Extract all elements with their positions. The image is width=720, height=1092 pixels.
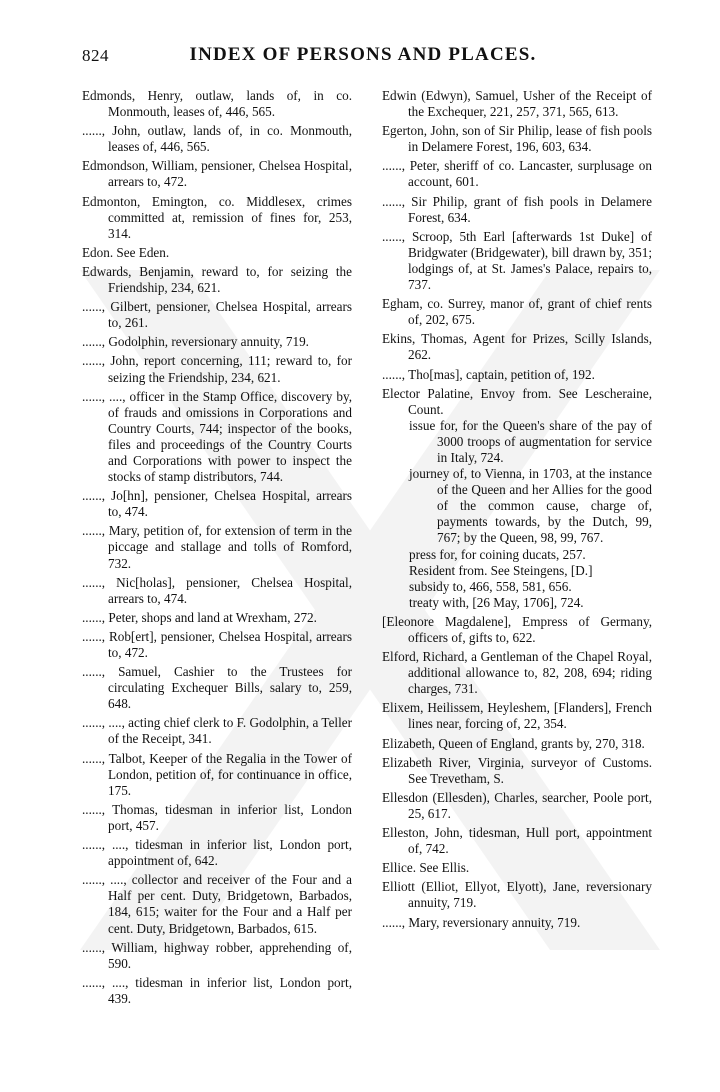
index-entry: ......, Samuel, Cashier to the Trustees for circulating Exchequer Bills, salary to, 259, 648. bbox=[82, 664, 352, 712]
index-entry: ......, Peter, sheriff of co. Lancaster, surplusage on account, 601. bbox=[382, 158, 652, 190]
index-entry: [Eleonore Magdalene], Empress of Germany, officers of, gifts to, 622. bbox=[382, 613, 652, 645]
index-entry: Edon. See Eden. bbox=[82, 244, 170, 260]
index-entry: ......, John, report concerning, 111; reward to, for seizing the Friendship, 234, 621. bbox=[82, 353, 352, 385]
index-entry: ......, Sir Philip, grant of fish pools in Delamere Forest, 634. bbox=[382, 193, 652, 225]
index-entry: Edwards, Benjamin, reward to, for seizing the Friendship, 234, 621. bbox=[82, 263, 352, 296]
running-title: INDEX OF PERSONS AND PLACES. bbox=[189, 44, 537, 65]
index-entry: Ekins, Thomas, Agent for Prizes, Scilly Islands, 262. bbox=[382, 331, 652, 363]
index-entry: ......, John, outlaw, lands of, in co. Monmouth, leases of, 446, 565. bbox=[82, 123, 352, 155]
index-entry: ......, Nic[holas], pensioner, Chelsea Hospital, arrears to, 474. bbox=[82, 574, 352, 606]
index-entry: ......, Rob[ert], pensioner, Chelsea Hospital, arrears to, 472. bbox=[82, 628, 352, 660]
index-entry: Egham, co. Surrey, manor of, grant of chief rents of, 202, 675. bbox=[382, 296, 652, 328]
index-entry: ......, ...., tidesman in inferior list, London port, appointment of, 642. bbox=[82, 837, 352, 869]
index-entry: ......, Thomas, tidesman in inferior list, London port, 457. bbox=[82, 801, 352, 833]
index-entry: Elliott (Elliot, Ellyot, Elyott), Jane, reversionary annuity, 719. bbox=[382, 879, 652, 911]
index-entry: ......, ...., collector and receiver of the Four and a Half per cent. Duty, Bridgetown, Barbados, 184, 615; waiter for the Four and a Half per cent. Duty, Bridgetown, Barbados, 615. bbox=[82, 872, 352, 936]
index-entry: Ellice. See Ellis. bbox=[382, 860, 470, 876]
index-subentry: issue for, for the Queen's share of the pay of 3000 troops of augmentation for service in Italy, 724. bbox=[409, 417, 652, 465]
index-entry: Ellesdon (Ellesden), Charles, searcher, Poole port, 25, 617. bbox=[382, 789, 652, 821]
index-subentry: treaty with, [26 May, 1706], 724. bbox=[409, 594, 584, 610]
index-entry: Edmonds, Henry, outlaw, lands of, in co. Monmouth, leases of, 446, 565. bbox=[82, 88, 352, 120]
index-subentry: press for, for coining ducats, 257. bbox=[409, 546, 586, 562]
index-entry: Edmondson, William, pensioner, Chelsea Hospital, arrears to, 472. bbox=[82, 158, 352, 190]
index-subentry: subsidy to, 466, 558, 581, 656. bbox=[409, 578, 572, 594]
index-entry: Elixem, Heilissem, Heyleshem, [Flanders], French lines near, forcing of, 22, 354. bbox=[382, 700, 652, 732]
index-entry: Edmonton, Emington, co. Middlesex, crimes committed at, remission of fines for, 253, 314. bbox=[82, 193, 352, 241]
page-number: 824 bbox=[82, 46, 109, 65]
index-entry: Edwin (Edwyn), Samuel, Usher of the Receipt of the Exchequer, 221, 257, 371, 565, 613. bbox=[382, 88, 652, 120]
index-entry: Elizabeth, Queen of England, grants by, 270, 318. bbox=[382, 735, 645, 751]
index-entry: ......, ...., officer in the Stamp Office, discovery by, of frauds and omissions in Corporations and Country Courts, 744; inspector of the books, files and proceedings of the Country Courts and Corporations with power to inspect the stocks of stamp distributors, 744. bbox=[82, 388, 352, 485]
index-entry: Elleston, John, tidesman, Hull port, appointment of, 742. bbox=[382, 825, 652, 857]
index-entry: ......, Godolphin, reversionary annuity, 719. bbox=[82, 334, 309, 350]
index-columns bbox=[82, 88, 652, 1088]
index-entry: ......, Tho[mas], captain, petition of, 192. bbox=[382, 366, 595, 382]
index-entry: ......, William, highway robber, apprehending of, 590. bbox=[82, 939, 352, 971]
index-entry: Elector Palatine, Envoy from. See Lescheraine, Count. bbox=[382, 385, 652, 417]
index-subentry: journey of, to Vienna, in 1703, at the instance of the Queen and her Allies for the good of the common cause, charge of, payments towards, by the Dutch, 99, 767; by the Queen, 98, 99, 767. bbox=[409, 466, 652, 546]
index-entry: ......, Jo[hn], pensioner, Chelsea Hospital, arrears to, 474. bbox=[82, 488, 352, 520]
page-header bbox=[82, 44, 644, 68]
index-entry: ......, Scroop, 5th Earl [afterwards 1st Duke] of Bridgwater (Bridgewater), bill drawn by, 351; lodgings of, at St. James's Palace, repairs to, 737. bbox=[382, 228, 652, 293]
index-entry: Egerton, John, son of Sir Philip, lease of fish pools in Delamere Forest, 196, 603, 634. bbox=[382, 123, 652, 155]
index-entry: ......, Peter, shops and land at Wrexham, 272. bbox=[82, 609, 317, 625]
index-subentry: Resident from. See Steingens, [D.] bbox=[409, 562, 593, 578]
right-column bbox=[382, 88, 652, 934]
index-entry: Elizabeth River, Virginia, surveyor of Customs. See Trevetham, S. bbox=[382, 754, 652, 786]
index-entry: ......, Mary, petition of, for extension of term in the piccage and stallage and tolls of Romford, 732. bbox=[82, 523, 352, 571]
left-column bbox=[82, 88, 352, 1010]
index-entry: Elford, Richard, a Gentleman of the Chapel Royal, additional allowance to, 82, 208, 694; riding charges, 731. bbox=[382, 649, 652, 697]
index-entry: ......, Gilbert, pensioner, Chelsea Hospital, arrears to, 261. bbox=[82, 299, 352, 331]
index-entry: ......, ...., acting chief clerk to F. Godolphin, a Teller of the Receipt, 341. bbox=[82, 715, 352, 747]
index-entry: ......, ...., tidesman in inferior list, London port, 439. bbox=[82, 974, 352, 1006]
index-entry: ......, Mary, reversionary annuity, 719. bbox=[382, 914, 581, 930]
index-entry: ......, Talbot, Keeper of the Regalia in the Tower of London, petition of, for continuance in office, 175. bbox=[82, 750, 352, 798]
